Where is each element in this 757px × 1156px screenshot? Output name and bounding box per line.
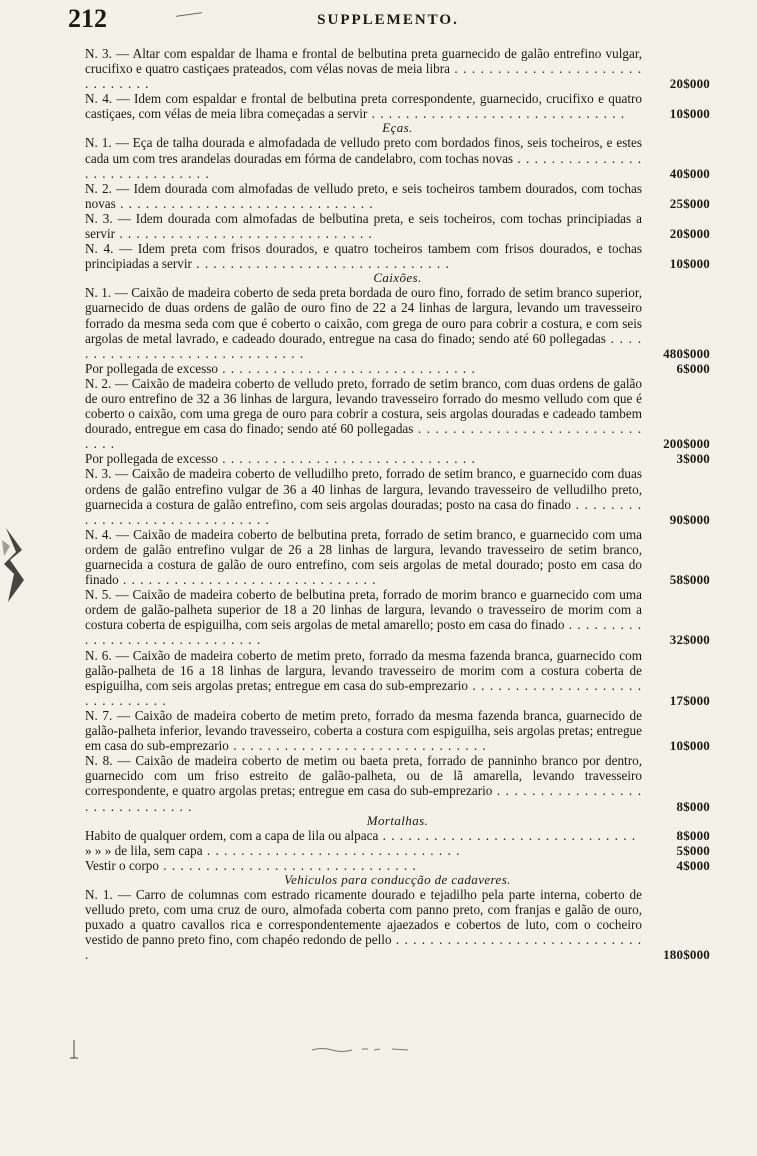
entry-price: 4$000 <box>676 857 710 873</box>
entry-price: 90$000 <box>669 511 710 527</box>
margin-ink-blot-icon <box>0 520 28 610</box>
entry-price: 10$000 <box>669 256 710 272</box>
entry-price: 480$000 <box>663 345 710 361</box>
caixao-entry: N. 6. — Caixão de madeira coberto de metim preto, forrado da mesma fazenda branca, guarnecido com galão-palheta de 16 a 18 linhas de largura, levando travesseiro de morim com a costura coberta de espiguilha, com seis argolas pretas; entregue em casa do sub-emprezario . . . 17$000 <box>85 648 710 708</box>
caixao-entry: N. 4. — Caixão de madeira coberto de belbutina preta, forrado de setim branco, e guarnecido com uma ordem de galão entrefino vulgar de 26 a 28 linhas de largura, levando travesseiro de setim branco, guarnecida a costura de galão de ouro entrefino, com seis argolas de metal dourado; posto em casa do finado . . . 58$000 <box>85 527 710 587</box>
caixao-excess-entry: Por pollegada de excesso . . . 6$000 <box>85 361 710 376</box>
entry-price: 20$000 <box>669 76 710 92</box>
page-header <box>68 4 708 34</box>
mortalha-entry: Habito de qualquer ordem, com a capa de lila ou alpaca . . . 8$000 <box>85 828 710 843</box>
entry-price: 8$000 <box>676 827 710 843</box>
running-title: SUPPLEMENTO. <box>317 12 459 28</box>
entry-price: 58$000 <box>669 572 710 588</box>
entry-price: 17$000 <box>669 692 710 708</box>
eca-entry: N. 3. — Idem dourada com almofadas de belbutina preta, e seis tocheiros, com tochas principiadas a servir . . . 20$000 <box>85 211 710 241</box>
section-heading-vehiculos: Vehiculos para conducção de cadaveres. <box>284 871 511 887</box>
entry-price: 180$000 <box>663 947 710 963</box>
caixao-entry: N. 5. — Caixão de madeira coberto de belbutina preta, forrado de morim branco e guarnecido com uma ordem de galão-palheta superior de 18 a 20 linhas de largura, levando o travesseiro de morim com a costura coberta de espiguilha, com seis argolas de metal amarello; posto em casa do finado . . . 32$000 <box>85 587 710 647</box>
entry-price: 32$000 <box>669 632 710 648</box>
altar-entry: N. 3. — Altar com espaldar de lhama e frontal de belbutina preta guarnecido de galão entrefino vulgar, crucifixo e quatro castiçaes prateados, com vélas novas de meia libra . . . 20$000 <box>85 46 710 91</box>
ink-smudge-line-icon <box>312 1045 422 1053</box>
entry-price: 3$000 <box>676 451 710 467</box>
entry-price: 200$000 <box>663 436 710 452</box>
caixao-entry: N. 1. — Caixão de madeira coberto de seda preta bordada de ouro fino, forrado de setim branco superior, guarnecido de duas ordens de galão de ouro fino de 22 a 24 linhas de largura, levando um travesseiro forrado da mesma seda com que é coberto o caixão, com grega de ouro para cobrir a costura, e com seis argolas de metal lavrado, e cadeado dourado, entregue na casa do finado; sendo até 60 pollegadas . . . 480$000 <box>85 285 710 360</box>
entry-price: 10$000 <box>669 106 710 122</box>
eca-entry: N. 4. — Idem preta com frisos dourados, e quatro tocheiros tambem com frisos dourados, e tochas principiadas a servir . . . 10$000 <box>85 241 710 271</box>
caixao-entry: N. 2. — Caixão de madeira coberto de velludo preto, forrado de setim branco, com duas ordens de galão de ouro entrefino de 32 a 36 linhas de largura, levando travesseiro forrado do mesmo velludo com que é coberto o caixão, com uma grega de ouro para cobrir a costura, seis argolas douradas e cadeado tambem dourado, entregue em casa do finado; sendo até 60 pollegadas . . . 200$000 <box>85 376 710 451</box>
page-number: 212 <box>68 4 107 33</box>
eca-entry: N. 2. — Idem dourada com almofadas de velludo preto, e seis tocheiros tambem dourados, com tochas novas . . . 25$000 <box>85 181 710 211</box>
caixao-entry: N. 7. — Caixão de madeira coberto de metim preto, forrado da mesma fazenda branca, guarnecido de galão-palheta inferior, levando travesseiro, coberta a costura com espiguilha, seis argolas pretas; entregue em casa do sub-emprezario . . . 10$000 <box>85 708 710 753</box>
section-heading-mortalhas: Mortalhas. <box>366 812 429 828</box>
entry-price: 20$000 <box>669 226 710 242</box>
page-body <box>85 46 710 962</box>
ink-tick-mark-icon <box>68 1040 80 1062</box>
section-heading-ecas: Eças. <box>382 120 413 136</box>
section-heading-caixoes: Caixões. <box>373 270 422 286</box>
entry-price: 5$000 <box>676 842 710 858</box>
caixao-entry: N. 3. — Caixão de madeira coberto de velludilho preto, forrado de setim branco, e guarnecido com duas ordens de galão entrefino vulgar de 36 a 40 linhas de largura, levando travesseiro de velludilho preto, guarnecida a costura de galão entrefino, com seis argolas douradas; posto na casa do finado . . . 90$000 <box>85 466 710 526</box>
entry-price: 8$000 <box>676 798 710 814</box>
entry-price: 6$000 <box>676 360 710 376</box>
entry-price: 25$000 <box>669 195 710 211</box>
caixao-entry: N. 8. — Caixão de madeira coberto de metim ou baeta preta, forrado de panninho branco por dentro, guarnecido com um friso estreito de galão-palheta, ou de lã amarella, levando travesseiro correspondente, e quatro argolas pretas; entregue em casa do sub-emprezario . . . 8$000 <box>85 753 710 813</box>
altar-entry: N. 4. — Idem com espaldar e frontal de belbutina preta correspondente, guarnecido, crucifixo e quatro castiçaes, com vélas de meia libra começadas a servir . . . 10$000 <box>85 91 710 121</box>
entry-price: 10$000 <box>669 738 710 754</box>
caixao-excess-entry: Por pollegada de excesso . . . 3$000 <box>85 451 710 466</box>
vehiculo-entry: N. 1. — Carro de columnas com estrado ricamente dourado e tejadilho pela parte interna, coberto de velludo preto, com uma cruz de ouro, almofada coberta com panno preto, com franjas e galão de ouro, puxado a quatro cavallos rica e correspondentemente ajaezados e cobertos de luto, com o cocheiro vestido de panno preto fino, com chapéo redondo de pello . . . 180$000 <box>85 887 710 962</box>
mortalha-entry: Vestir o corpo . . . 4$000 <box>85 858 710 873</box>
mortalha-entry: » » » de lila, sem capa . . . 5$000 <box>85 843 710 858</box>
entry-price: 40$000 <box>669 165 710 181</box>
eca-entry: N. 1. — Eça de talha dourada e almofadada de velludo preto com bordados finos, seis tocheiros, e estes cada um com tres arandelas douradas em fórma de candelabro, com tochas novas . . . 40$000 <box>85 135 710 180</box>
